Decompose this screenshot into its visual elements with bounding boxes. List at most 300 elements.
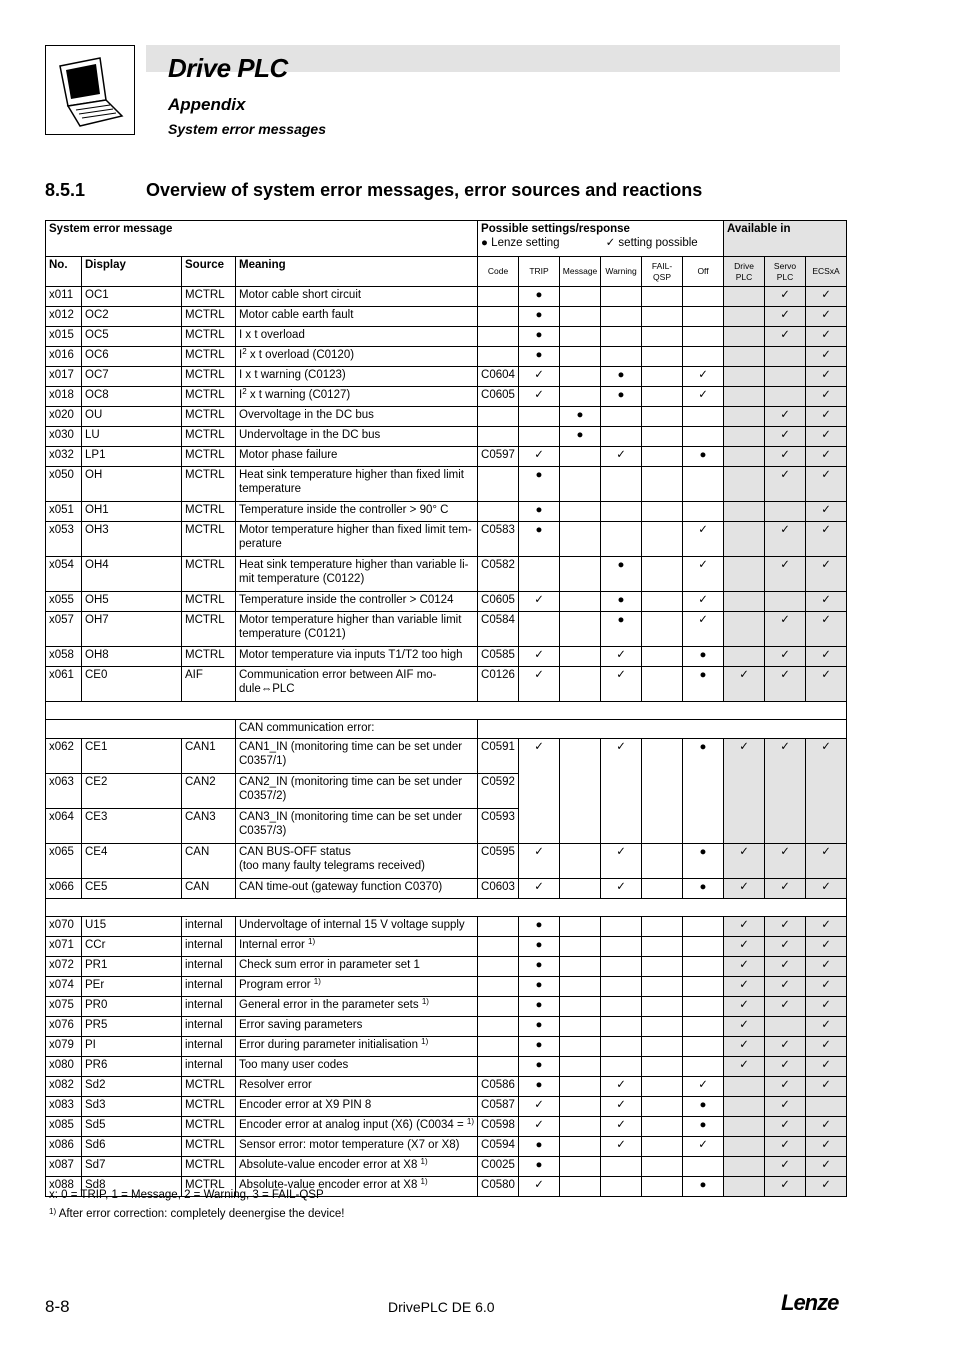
cell-msg [560, 1117, 601, 1137]
cell-warn [601, 522, 642, 557]
cell-no: x063 [46, 774, 82, 809]
cell-fail [642, 557, 683, 592]
cell-ecs [806, 1057, 847, 1077]
cell-display: OC1 [82, 287, 182, 307]
cell-code [478, 997, 519, 1017]
cell-display: Sd6 [82, 1137, 182, 1157]
cell-meaning: Motor cable earth fault [236, 307, 478, 327]
cell-source: MCTRL [182, 427, 236, 447]
cell-meaning: Absolute-value encoder error at X8 $^{1)}$ [236, 1177, 478, 1197]
cell-dplc [724, 1017, 765, 1037]
cell-trip [519, 327, 560, 347]
lenze-setting-dot-icon: ● [617, 389, 625, 401]
cell-msg [560, 1077, 601, 1097]
lenze-setting-dot-icon: ● [535, 919, 543, 931]
cell-splc [765, 977, 806, 997]
check-mark-icon: ✓ [616, 741, 626, 753]
cell-source: MCTRL [182, 647, 236, 667]
column-header-warning: Warning [601, 257, 642, 287]
cell-off [683, 1037, 724, 1057]
cell-warn [601, 1177, 642, 1197]
check-mark-icon: ✓ [739, 979, 749, 991]
table-row [46, 917, 847, 937]
cell-dplc [724, 1137, 765, 1157]
check-mark-icon: ✓ [534, 1099, 544, 1111]
cell-dplc [724, 844, 765, 879]
cell-fail [642, 1177, 683, 1197]
cell-off [683, 347, 724, 367]
cell-dplc [724, 647, 765, 667]
cell-source: CAN1 [182, 739, 236, 774]
cell-dplc [724, 739, 765, 844]
cell-warn [601, 287, 642, 307]
check-mark-icon: ✓ [780, 881, 790, 893]
cell-splc [765, 647, 806, 667]
cell-splc [765, 612, 806, 647]
table-row [46, 1057, 847, 1077]
cell-display: OH1 [82, 502, 182, 522]
check-mark-icon: ✓ [821, 669, 831, 681]
check-mark-icon: ✓ [780, 1119, 790, 1131]
cell-fail [642, 977, 683, 997]
cell-warn [601, 917, 642, 937]
cell-splc [765, 407, 806, 427]
check-mark-icon: ✓ [780, 289, 790, 301]
check-mark-icon: ✓ [616, 846, 626, 858]
cell-warn [601, 977, 642, 997]
cell-dplc [724, 467, 765, 502]
check-mark-icon: ✓ [739, 1039, 749, 1051]
lenze-setting-dot-icon: ● [699, 741, 707, 753]
table-row [46, 502, 847, 522]
check-mark-icon: ✓ [780, 979, 790, 991]
cell-code: C0126 [478, 667, 519, 702]
check-mark-icon: ✓ [821, 449, 831, 461]
check-mark-icon: ✓ [780, 939, 790, 951]
cell-msg [560, 879, 601, 899]
cell-no: x066 [46, 879, 82, 899]
cell-trip [519, 667, 560, 702]
section-number: 8.5.1 [45, 180, 86, 200]
cell-dplc [724, 407, 765, 427]
check-mark-icon: ✓ [698, 614, 708, 626]
brand-logo: Lenze [781, 1290, 839, 1315]
cell-splc [765, 997, 806, 1017]
cell-meaning: I x t overload [236, 327, 478, 347]
cell-msg [560, 467, 601, 502]
cell-warn [601, 467, 642, 502]
cell-splc [765, 844, 806, 879]
cell-no: x057 [46, 612, 82, 647]
cell-meaning: Motor cable short circuit [236, 287, 478, 307]
lenze-setting-dot-icon: ● [535, 524, 543, 536]
table-row [46, 844, 847, 879]
cell-warn [601, 327, 642, 347]
cell-splc [765, 1077, 806, 1097]
cell-fail [642, 522, 683, 557]
cell-dplc [724, 917, 765, 937]
header-possible-settings: Possible settings/response ● Lenze setting ✓ setting possible [478, 221, 724, 257]
cell-meaning: $I^2$ x t warning (C0127) [236, 387, 478, 407]
cell-display: OC6 [82, 347, 182, 367]
cell-splc [765, 1037, 806, 1057]
cell-trip [519, 997, 560, 1017]
footnote-legend: x: 0 = TRIP, 1 = Message, 2 = Warning, 3 = FAIL-QSP [49, 1189, 324, 1201]
cell-fail [642, 647, 683, 667]
cell-off [683, 427, 724, 447]
footnote-1: $^{1)}$ After error correction: completely deenergise the device! [49, 1207, 345, 1220]
cell-ecs [806, 844, 847, 879]
check-mark-icon: ✓ [780, 429, 790, 441]
cell-fail [642, 844, 683, 879]
cell-code: C0593 [478, 809, 519, 844]
check-mark-icon: ✓ [780, 1099, 790, 1111]
header-row-columns [46, 257, 847, 287]
check-mark-icon: ✓ [739, 846, 749, 858]
cell-code: C0583 [478, 522, 519, 557]
cell-splc [765, 367, 806, 387]
check-mark-icon: ✓ [534, 669, 544, 681]
check-mark-icon: ✓ [534, 389, 544, 401]
check-mark-icon: ✓ [534, 1119, 544, 1131]
table-row [46, 1157, 847, 1177]
cell-no: x070 [46, 917, 82, 937]
cell-splc [765, 957, 806, 977]
cell-ecs [806, 502, 847, 522]
cell-code: C0595 [478, 844, 519, 879]
cell-trip [519, 467, 560, 502]
cell-source: internal [182, 977, 236, 997]
cell-ecs [806, 647, 847, 667]
check-mark-icon: ✓ [821, 881, 831, 893]
cell-source: MCTRL [182, 447, 236, 467]
cell-code: C0584 [478, 612, 519, 647]
cell-source: internal [182, 937, 236, 957]
cell-ecs [806, 407, 847, 427]
lenze-setting-dot-icon: ● [699, 669, 707, 681]
table-row [46, 739, 847, 774]
cell-msg [560, 522, 601, 557]
table-row [46, 957, 847, 977]
cell-warn [601, 997, 642, 1017]
cell-code [478, 307, 519, 327]
check-mark-icon: ✓ [534, 649, 544, 661]
lenze-setting-dot-icon: ● [699, 1099, 707, 1111]
cell-dplc [724, 1077, 765, 1097]
check-mark-icon: ✓ [698, 389, 708, 401]
cell-off [683, 1177, 724, 1197]
cell-source: MCTRL [182, 287, 236, 307]
check-mark-icon: ✓ [821, 979, 831, 991]
cell-code: C0605 [478, 387, 519, 407]
cell-off [683, 844, 724, 879]
cell-fail [642, 879, 683, 899]
cell-msg [560, 307, 601, 327]
cell-warn [601, 739, 642, 844]
cell-meaning: Error saving parameters [236, 1017, 478, 1037]
cell-splc [765, 1177, 806, 1197]
check-mark-icon: ✓ [739, 741, 749, 753]
cell-source: internal [182, 917, 236, 937]
check-mark-icon: ✓ [821, 429, 831, 441]
cell-msg [560, 957, 601, 977]
cell-meaning: Motor temperature higher than fixed limit tem- perature [236, 522, 478, 557]
lenze-setting-dot-icon: ● [617, 369, 625, 381]
cell-trip [519, 407, 560, 427]
cell-ecs [806, 997, 847, 1017]
cell-msg [560, 447, 601, 467]
check-mark-icon: ✓ [821, 1159, 831, 1171]
cell-off [683, 1157, 724, 1177]
cell-splc [765, 502, 806, 522]
check-mark-icon: ✓ [534, 594, 544, 606]
cell-off [683, 407, 724, 427]
cell-splc [765, 522, 806, 557]
cell-display: Sd2 [82, 1077, 182, 1097]
column-header-fail-qsp: FAIL- QSP [642, 257, 683, 287]
cell-off [683, 1097, 724, 1117]
check-mark-icon: ✓ [821, 389, 831, 401]
cell-ecs [806, 522, 847, 557]
cell-source: internal [182, 997, 236, 1017]
cell-warn [601, 1057, 642, 1077]
check-mark-icon: ✓ [534, 1179, 544, 1191]
cell-source: MCTRL [182, 612, 236, 647]
cell-msg [560, 997, 601, 1017]
cell-off [683, 522, 724, 557]
cell-meaning: Undervoltage of internal 15 V voltage supply [236, 917, 478, 937]
check-mark-icon: ✓ [616, 1079, 626, 1091]
cell-code [478, 327, 519, 347]
cell-code: C0582 [478, 557, 519, 592]
table-row [46, 557, 847, 592]
cell-ecs [806, 427, 847, 447]
check-mark-icon: ✓ [616, 1119, 626, 1131]
cell-meaning: Temperature inside the controller > C0124 [236, 592, 478, 612]
check-mark-icon: ✓ [821, 1079, 831, 1091]
cell-fail [642, 407, 683, 427]
cell-off [683, 667, 724, 702]
cell-display: PR6 [82, 1057, 182, 1077]
cell-warn [601, 667, 642, 702]
cell-display: OC5 [82, 327, 182, 347]
check-mark-icon: ✓ [616, 649, 626, 661]
cell-warn [601, 447, 642, 467]
cell-ecs [806, 739, 847, 844]
cell-fail [642, 427, 683, 447]
cell-trip [519, 307, 560, 327]
cell-splc [765, 937, 806, 957]
cell-off [683, 937, 724, 957]
cell-msg [560, 937, 601, 957]
lenze-setting-dot-icon: ● [535, 1059, 543, 1071]
cell-no: x058 [46, 647, 82, 667]
cell-fail [642, 367, 683, 387]
cell-off [683, 997, 724, 1017]
cell-dplc [724, 592, 765, 612]
table-row [46, 407, 847, 427]
cell-ecs [806, 937, 847, 957]
cell-source: CAN2 [182, 774, 236, 809]
check-mark-icon: ✓ [534, 881, 544, 893]
cell-no: x062 [46, 739, 82, 774]
cell-splc [765, 917, 806, 937]
check-mark-icon: ✓ [780, 309, 790, 321]
cell-dplc [724, 997, 765, 1017]
cell-msg [560, 287, 601, 307]
cell-code [478, 407, 519, 427]
cell-source: CAN [182, 879, 236, 899]
cell-display: Sd7 [82, 1157, 182, 1177]
check-mark-icon: ✓ [780, 999, 790, 1011]
cell-code: C0594 [478, 1137, 519, 1157]
cell-display: PI [82, 1037, 182, 1057]
lenze-setting-dot-icon: ● [535, 1159, 543, 1171]
spacer-row [46, 702, 847, 720]
column-header-message: Message [560, 257, 601, 287]
cell-code [478, 287, 519, 307]
cell-trip [519, 612, 560, 647]
cell-code: C0586 [478, 1077, 519, 1097]
cell-msg [560, 977, 601, 997]
cell-source: MCTRL [182, 557, 236, 592]
cell-splc [765, 287, 806, 307]
cell-no: x076 [46, 1017, 82, 1037]
cell-meaning: Resolver error [236, 1077, 478, 1097]
cell-no: x054 [46, 557, 82, 592]
cell-meaning: Encoder error at analog input (X6) (C0034 = $^{1)}$ [236, 1117, 478, 1137]
cell-display: CCr [82, 937, 182, 957]
cell-msg [560, 557, 601, 592]
cell-splc [765, 447, 806, 467]
cell-ecs [806, 592, 847, 612]
cell-display: OH3 [82, 522, 182, 557]
cell-meaning: Temperature inside the controller > 90° C [236, 502, 478, 522]
cell-ecs [806, 327, 847, 347]
check-mark-icon: ✓ [698, 559, 708, 571]
cell-trip [519, 1157, 560, 1177]
header-row-group [46, 221, 847, 257]
cell-off [683, 467, 724, 502]
cell-off [683, 647, 724, 667]
cell-off [683, 612, 724, 647]
lenze-setting-dot-icon: ● [535, 309, 543, 321]
cell-dplc [724, 427, 765, 447]
cell-fail [642, 327, 683, 347]
column-header-meaning: Meaning [236, 257, 478, 287]
cell-display: Sd3 [82, 1097, 182, 1117]
cell-code: C0604 [478, 367, 519, 387]
cell-no: x087 [46, 1157, 82, 1177]
cell-off [683, 739, 724, 844]
cell-code [478, 347, 519, 367]
cell-display: OH [82, 467, 182, 502]
check-mark-icon: ✓ [780, 669, 790, 681]
cell-fail [642, 997, 683, 1017]
cell-warn [601, 1097, 642, 1117]
cell-display: U15 [82, 917, 182, 937]
cell-splc [765, 427, 806, 447]
table-row [46, 522, 847, 557]
cell-no: x020 [46, 407, 82, 427]
cell-trip [519, 557, 560, 592]
cell-warn [601, 612, 642, 647]
check-mark-icon: ✓ [821, 959, 831, 971]
check-mark-icon: ✓ [821, 999, 831, 1011]
check-mark-icon: ✓ [739, 1059, 749, 1071]
cell-msg [560, 739, 601, 844]
check-mark-icon: ✓ [780, 329, 790, 341]
cell-splc [765, 739, 806, 844]
cell-meaning: Program error $^{1)}$ [236, 977, 478, 997]
cell-splc [765, 347, 806, 367]
cell-ecs [806, 307, 847, 327]
table-row [46, 367, 847, 387]
spacer-cell [46, 899, 847, 917]
cell-code [478, 1057, 519, 1077]
check-mark-icon: ✓ [821, 649, 831, 661]
cell-trip [519, 1177, 560, 1197]
cell-msg [560, 1057, 601, 1077]
cell-ecs [806, 1037, 847, 1057]
cell-display: LU [82, 427, 182, 447]
cell-fail [642, 387, 683, 407]
cell-display: Sd8 [82, 1177, 182, 1197]
cell-dplc [724, 1157, 765, 1177]
cell-meaning: CAN3_IN (monitoring time can be set under C0357/3) [236, 809, 478, 844]
cell-display: OC7 [82, 367, 182, 387]
can-communication-error-label: CAN communication error: [236, 720, 478, 739]
cell-fail [642, 502, 683, 522]
column-header-ecsxa: ECSxA [806, 257, 847, 287]
error-table [45, 220, 847, 1197]
cell-splc [765, 592, 806, 612]
table-row [46, 937, 847, 957]
column-header-no: No. [46, 257, 82, 287]
cell-no: x085 [46, 1117, 82, 1137]
cell-display: CE1 [82, 739, 182, 774]
cell-ecs [806, 447, 847, 467]
check-mark-icon: ✓ [821, 329, 831, 341]
cell-meaning: Communication error between AIF mo- dule⇔PLC [236, 667, 478, 702]
cell-off [683, 1137, 724, 1157]
cell-trip [519, 844, 560, 879]
lenze-setting-dot-icon: ● [699, 846, 707, 858]
cell-trip [519, 957, 560, 977]
check-mark-icon: ✓ [821, 524, 831, 536]
cell-no: x053 [46, 522, 82, 557]
column-header-off: Off [683, 257, 724, 287]
cell-source: MCTRL [182, 1177, 236, 1197]
cell-off [683, 879, 724, 899]
cell-meaning: CAN1_IN (monitoring time can be set under C0357/1) [236, 739, 478, 774]
cell-dplc [724, 347, 765, 367]
cell-off [683, 1077, 724, 1097]
blank-cell [478, 720, 847, 739]
cell-dplc [724, 977, 765, 997]
cell-dplc [724, 667, 765, 702]
cell-fail [642, 612, 683, 647]
cell-dplc [724, 937, 765, 957]
cell-trip [519, 1117, 560, 1137]
cell-code: C0580 [478, 1177, 519, 1197]
cell-fail [642, 1157, 683, 1177]
cell-msg [560, 347, 601, 367]
cell-fail [642, 307, 683, 327]
cell-fail [642, 937, 683, 957]
cell-msg [560, 647, 601, 667]
cell-meaning: CAN time-out (gateway function C0370) [236, 879, 478, 899]
